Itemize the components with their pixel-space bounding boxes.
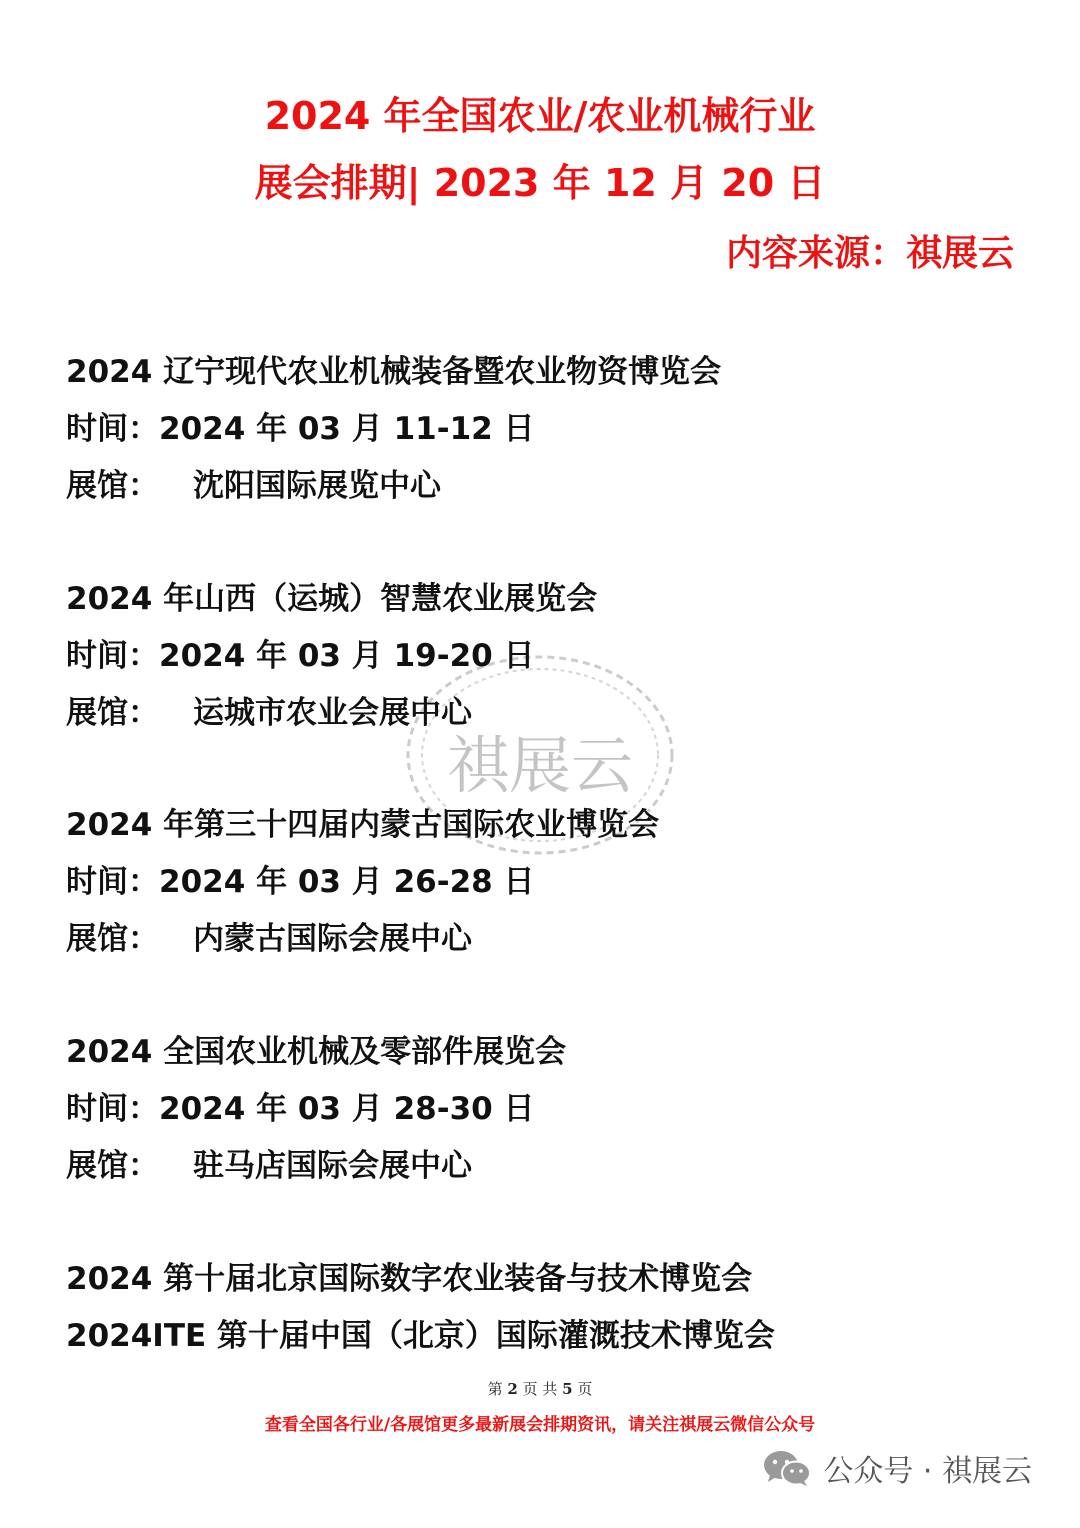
venue-label: 展馆： — [66, 695, 159, 731]
exhibition-venue — [66, 466, 441, 506]
wechat-account-link[interactable] — [761, 1448, 1032, 1488]
exhibition-time — [66, 636, 535, 676]
page-prefix: 第 — [487, 1380, 503, 1398]
time-label: 时间： — [66, 864, 159, 900]
time-value: 2024 年 03 月 19-20 日 — [159, 638, 535, 674]
time-label: 时间： — [66, 411, 159, 447]
venue-label: 展馆： — [66, 468, 159, 504]
exhibition-name: 2024 辽宁现代农业机械装备暨农业物资博览会 — [66, 354, 722, 390]
time-value: 2024 年 03 月 28-30 日 — [159, 1091, 535, 1127]
venue-label: 展馆： — [66, 1148, 159, 1184]
exhibition-name: 2024 年山西（运城）智慧农业展览会 — [66, 581, 598, 617]
page-total: 5 — [562, 1380, 573, 1398]
exhibition-venue — [66, 919, 472, 959]
exhibition-name: 2024ITE 第十届中国（北京）国际灌溉技术博览会 — [66, 1318, 775, 1354]
page-current: 2 — [507, 1380, 518, 1398]
time-label: 时间： — [66, 1091, 159, 1127]
wechat-label: 公众号 · 祺展云 — [823, 1454, 1032, 1489]
wechat-icon — [761, 1448, 813, 1488]
exhibition-name: 2024 第十届北京国际数字农业装备与技术博览会 — [66, 1261, 753, 1297]
venue-value: 驻马店国际会展中心 — [193, 1148, 472, 1184]
document-title-line1: 2024 年全国农业/农业机械行业 — [264, 94, 816, 138]
document-title-line2: 展会排期| 2023 年 12 月 20 日 — [254, 161, 826, 205]
exhibition-venue — [66, 1146, 472, 1186]
time-label: 时间： — [66, 638, 159, 674]
venue-value: 内蒙古国际会展中心 — [193, 921, 472, 957]
venue-value: 沈阳国际展览中心 — [193, 468, 441, 504]
venue-value: 运城市农业会展中心 — [193, 695, 472, 731]
exhibition-venue — [66, 693, 472, 733]
watermark-text: 祺展云 — [446, 729, 634, 802]
exhibition-time — [66, 1089, 535, 1129]
footer-note: 查看全国各行业/各展馆更多最新展会排期资讯，请关注祺展云微信公众号 — [264, 1415, 816, 1435]
time-value: 2024 年 03 月 11-12 日 — [159, 411, 535, 447]
page-middle: 页 共 — [522, 1380, 558, 1398]
venue-label: 展馆： — [66, 921, 159, 957]
exhibition-name: 2024 全国农业机械及零部件展览会 — [66, 1034, 567, 1070]
time-value: 2024 年 03 月 26-28 日 — [159, 864, 535, 900]
exhibition-time — [66, 409, 535, 449]
page-suffix: 页 — [577, 1380, 593, 1398]
content-source: 内容来源：祺展云 — [725, 233, 1014, 274]
exhibition-time — [66, 862, 535, 902]
exhibition-name: 2024 年第三十四届内蒙古国际农业博览会 — [66, 807, 660, 843]
page-number — [0, 1378, 1080, 1399]
